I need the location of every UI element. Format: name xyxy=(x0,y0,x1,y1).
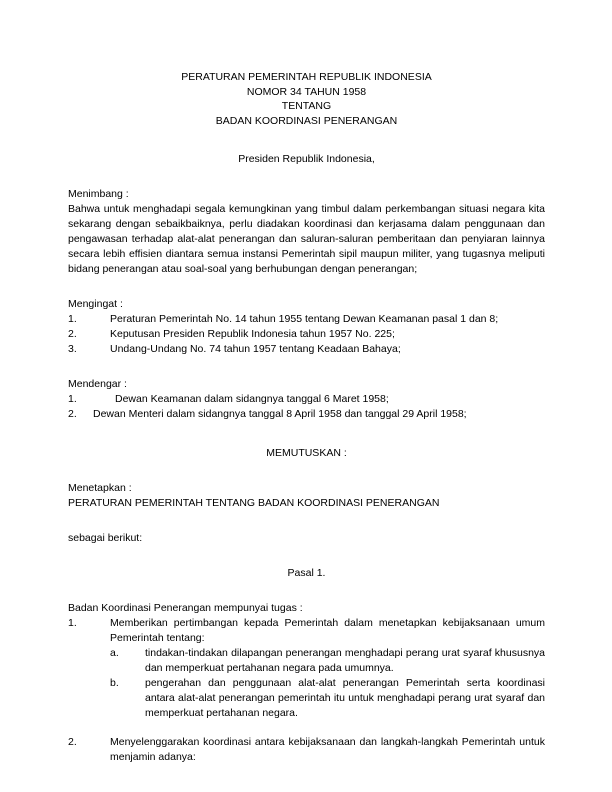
list-marker: 2. xyxy=(68,328,77,341)
list-item-text: Undang-Undang No. 74 tahun 1957 tentang Keadaan Bahaya; xyxy=(110,343,401,356)
deciding-heading: MEMUTUSKAN : xyxy=(266,447,347,460)
title-line-1: PERATURAN PEMERINTAH REPUBLIK INDONESIA xyxy=(181,71,432,83)
spacer xyxy=(68,357,545,377)
hearing-label: Mendengar : xyxy=(68,378,127,391)
as-follows-text: sebagai berikut: xyxy=(68,532,143,545)
list-marker: 1. xyxy=(68,393,77,406)
considering-label: Menimbang : xyxy=(68,188,129,201)
list-item-text: Menyelenggarakan koordinasi antara kebijaksanaan dan langkah-langkah Pemerintah untuk menjamin adanya: xyxy=(110,736,545,764)
spacer xyxy=(68,167,545,187)
issuing-authority: Presiden Republik Indonesia, xyxy=(238,153,375,166)
article-item xyxy=(68,735,545,765)
establishing-label: Menetapkan : xyxy=(68,482,132,495)
article-item xyxy=(68,616,545,646)
spacer xyxy=(68,461,545,481)
list-item-text: tindakan-tindakan dilapangan penerangan menghadapi perang urat syaraf khususnya dan memperkuat pertahanan negara pada umumnya. xyxy=(145,647,545,675)
spacer xyxy=(68,277,545,297)
list-marker: b. xyxy=(110,677,119,690)
list-marker: 2. xyxy=(68,736,77,749)
list-item-text: pengerahan dan penggunaan alat-alat penerangan Pemerintah serta koordinasi antara alat-alat penerangan pemerintah itu untuk menghadapi perang urat syaraf dan memperkuat pertahanan negara. xyxy=(145,677,545,720)
list-item-text: Peraturan Pemerintah No. 14 tahun 1955 tentang Dewan Keamanan pasal 1 dan 8; xyxy=(110,313,499,326)
list-item-text: Dewan Keamanan dalam sidangnya tanggal 6 Maret 1958; xyxy=(115,393,389,406)
title-line-4: BADAN KOORDINASI PENERANGAN xyxy=(215,114,398,127)
list-marker: 2. xyxy=(68,408,77,421)
recalling-item xyxy=(68,327,545,342)
spacer xyxy=(68,546,545,566)
spacer xyxy=(68,581,545,601)
hearing-item xyxy=(68,407,545,422)
document-body xyxy=(68,70,545,765)
article-subitem xyxy=(68,676,545,721)
considering-text: Bahwa untuk menghadapi segala kemungkinan yang timbul dalam perkembangan situasi negara kita sekarang dengan sebaikbaiknya, perlu diadakan koordinasi dan kerjasama dalam penggunaan dan pengawasan terhadap alat-alat penerangan dan saluran-saluran pemberitaan dan penyiaran lainnya secara lebih effisien diantara semua instansi Pemerintah sipil maupun militer, yang tugasnya meliputi bidang penerangan atau soal-soal yang berhubungan dengan penerangan; xyxy=(68,203,545,276)
list-item-text: Dewan Menteri dalam sidangnya tanggal 8 April 1958 dan tanggal 29 April 1958; xyxy=(93,408,467,421)
recalling-item xyxy=(68,312,545,327)
spacer xyxy=(68,721,545,735)
hearing-item xyxy=(68,392,545,407)
article-heading: Pasal 1. xyxy=(287,567,326,580)
list-marker: a. xyxy=(110,647,119,660)
spacer xyxy=(68,422,545,446)
title-line-2: NOMOR 34 TAHUN 1958 xyxy=(246,85,367,98)
title-line-3: TENTANG xyxy=(281,100,332,113)
recalling-item xyxy=(68,342,545,357)
spacer xyxy=(68,511,545,531)
article-intro: Badan Koordinasi Penerangan mempunyai tugas : xyxy=(68,602,303,615)
list-marker: 1. xyxy=(68,617,77,630)
document-title-block xyxy=(68,70,545,128)
list-item-text: Keputusan Presiden Republik Indonesia tahun 1957 No. 225; xyxy=(110,328,395,341)
list-marker: 1. xyxy=(68,313,77,326)
list-item-text: Memberikan pertimbangan kepada Pemerintah dalam menetapkan kebijaksanaan umum Pemerintah tentang: xyxy=(110,617,545,645)
article-subitem xyxy=(68,646,545,676)
spacer xyxy=(68,128,545,152)
recalling-label: Mengingat : xyxy=(68,298,123,311)
list-marker: 3. xyxy=(68,343,77,356)
establishing-text: PERATURAN PEMERINTAH TENTANG BADAN KOORDINASI PENERANGAN xyxy=(68,497,440,510)
